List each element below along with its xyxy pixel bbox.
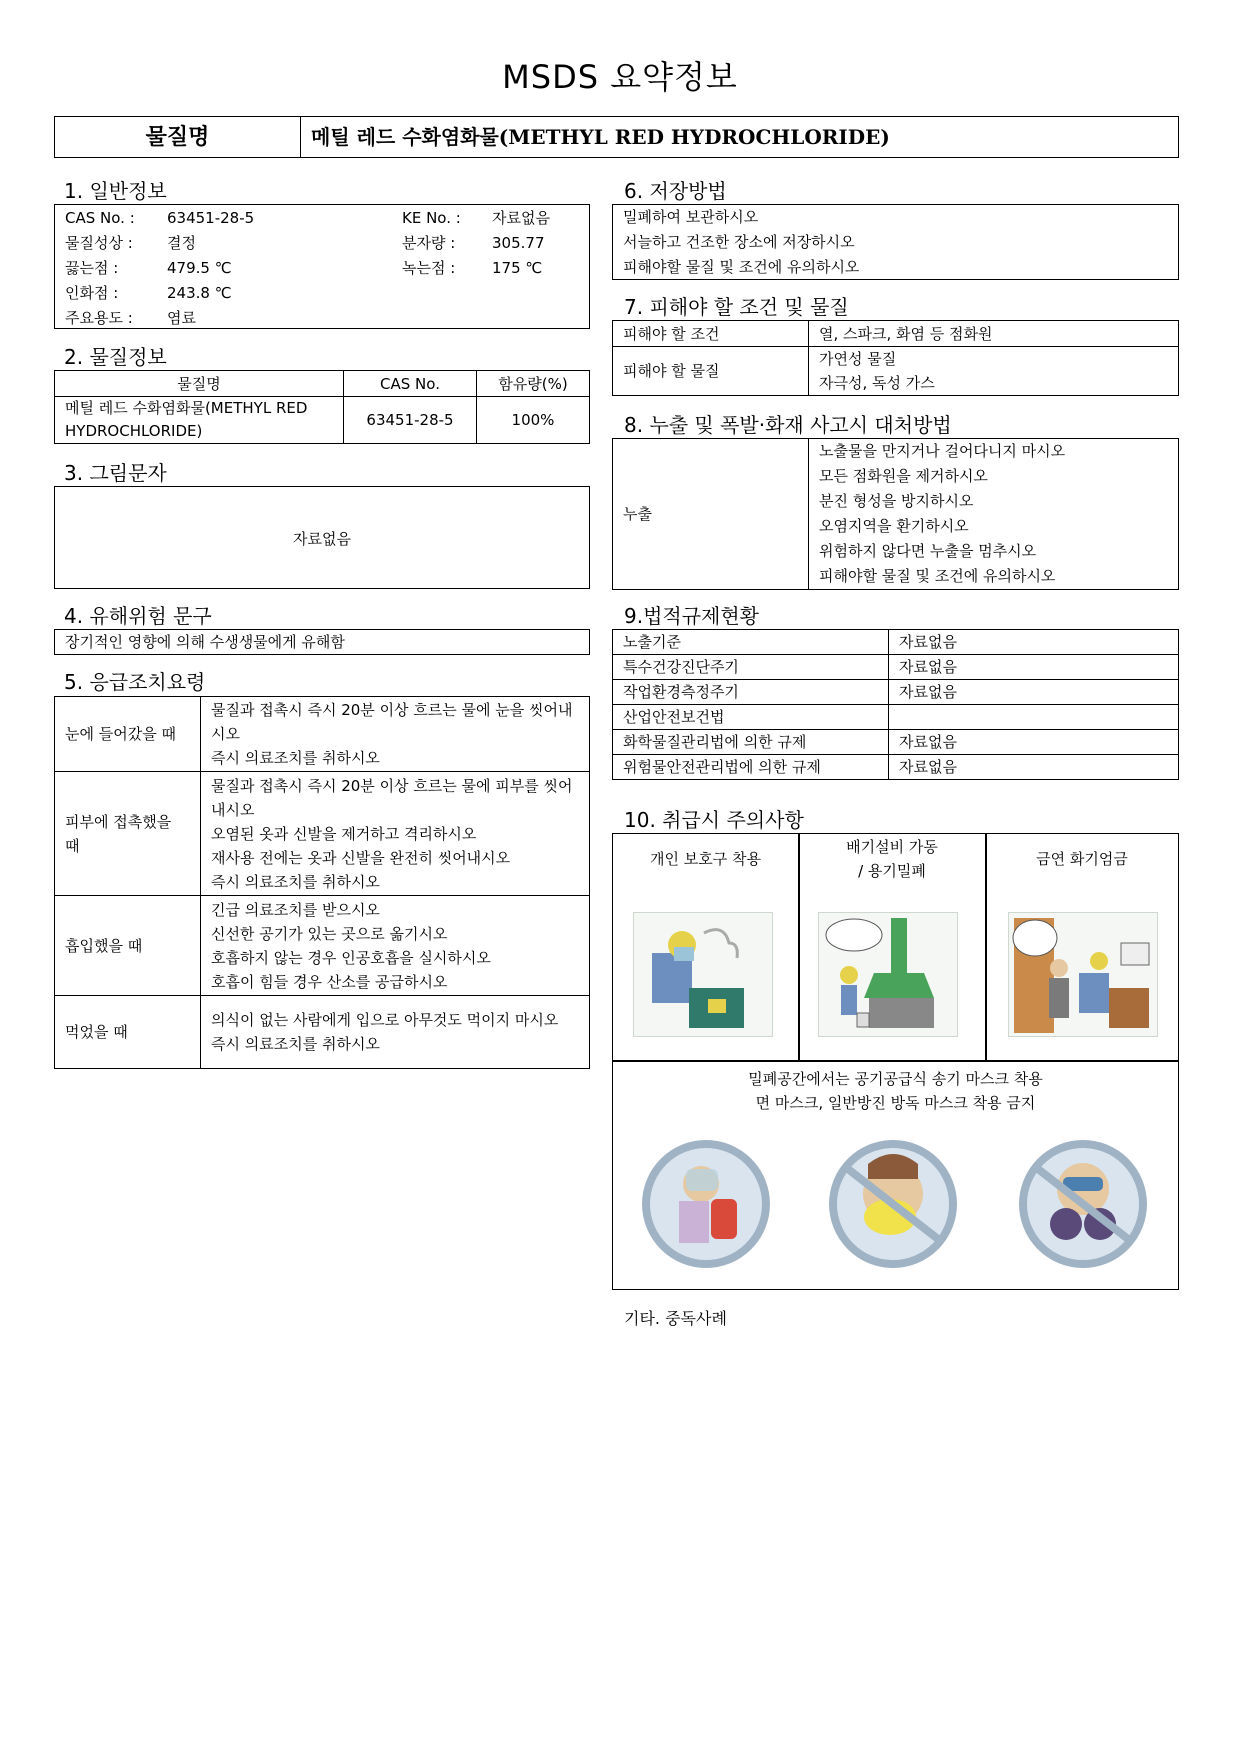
legal-table — [612, 629, 1179, 780]
use-value: 염료 — [167, 308, 196, 327]
hazard-box — [54, 629, 590, 655]
first-aid-skin-line-1: 물질과 접촉시 즉시 20분 이상 흐르는 물에 피부를 씻어내시오 — [211, 776, 573, 819]
legal-row-4-label: 산업안전보건법 — [613, 705, 889, 730]
no-smoking-illustration — [1008, 912, 1158, 1037]
hazard-text: 장기적인 영향에 의해 수생생물에게 유해함 — [65, 633, 345, 651]
col-header-name: 물질명 — [55, 371, 344, 397]
cas-label: CAS No. : — [65, 208, 135, 227]
leak-label: 누출 — [613, 439, 809, 590]
legal-row-5-value: 자료없음 — [889, 730, 1179, 755]
first-aid-label-inhale: 흡입했을 때 — [55, 896, 201, 996]
section-2-title: 2. 물질정보 — [64, 345, 167, 369]
section-10-title: 10. 취급시 주의사항 — [624, 808, 804, 832]
cas-value: 63451-28-5 — [167, 208, 255, 227]
general-info-box — [54, 204, 590, 329]
substance-label: 물질명 — [55, 117, 301, 158]
first-aid-inhale-line-2: 신선한 공기가 있는 곳으로 옮기시오 — [211, 924, 448, 943]
leak-line-1: 노출물을 만지거나 걸어다니지 마시오 — [819, 442, 1066, 460]
handling-box — [612, 833, 1179, 1290]
gas-mask-prohibited-icon — [1018, 1139, 1148, 1269]
legal-row-4-value — [889, 705, 1179, 730]
avoid-cond-value: 열, 스파크, 화염 등 점화원 — [809, 321, 1179, 347]
handling-note-line-2: 면 마스크, 일반방진 방독 마스크 착용 금지 — [755, 1094, 1036, 1112]
pictogram-box — [54, 486, 590, 589]
state-label: 물질성상 : — [65, 233, 133, 252]
col-header-content: 함유량(%) — [477, 371, 590, 397]
leak-line-6: 피해야할 물질 및 조건에 유의하시오 — [819, 567, 1056, 585]
storage-box — [612, 204, 1179, 280]
state-value: 결정 — [167, 233, 196, 252]
section-8-title: 8. 누출 및 폭발·화재 사고시 대처방법 — [624, 413, 952, 437]
first-aid-eye-line-1: 물질과 접촉시 즉시 20분 이상 흐르는 물에 눈을 씻어내시오 — [211, 701, 573, 743]
handling-col-2-line-1: 배기설비 가동 — [846, 838, 938, 856]
section-1-title: 1. 일반정보 — [64, 179, 167, 203]
storage-line-3: 피해야할 물질 및 조건에 유의하시오 — [623, 258, 860, 276]
footer-note: 기타. 중독사례 — [624, 1309, 727, 1328]
section-7-title: 7. 피해야 할 조건 및 물질 — [624, 295, 849, 319]
row-name: 메틸 레드 수화염화물(METHYL RED HYDROCHLORIDE) — [55, 397, 344, 444]
section-5-title: 5. 응급조치요령 — [64, 670, 206, 694]
first-aid-ingest-line-2: 즉시 의료조치를 취하시오 — [211, 1035, 380, 1053]
leak-line-3: 분진 형성을 방지하시오 — [819, 492, 974, 510]
leak-line-2: 모든 점화원을 제거하시오 — [819, 467, 988, 485]
legal-row-3-value: 자료없음 — [889, 680, 1179, 705]
leak-table — [612, 438, 1179, 590]
first-aid-inhale-line-1: 긴급 의료조치를 받으시오 — [211, 900, 380, 919]
leak-line-5: 위험하지 않다면 누출을 멈추시오 — [819, 542, 1037, 560]
bp-value: 479.5 ℃ — [167, 258, 232, 277]
legal-row-2-value: 자료없음 — [889, 655, 1179, 680]
handling-col-1: 개인 보호구 착용 — [650, 850, 761, 868]
section-4-title: 4. 유해위험 문구 — [64, 604, 212, 628]
fp-value: 243.8 ℃ — [167, 283, 232, 302]
avoid-cond-label: 피해야 할 조건 — [613, 321, 809, 347]
first-aid-table — [54, 696, 590, 1069]
storage-line-1: 밀폐하여 보관하시오 — [623, 208, 759, 226]
first-aid-skin-line-4: 즉시 의료조치를 취하시오 — [211, 872, 380, 891]
legal-row-1-label: 노출기준 — [613, 630, 889, 655]
first-aid-label-ingest: 먹었을 때 — [55, 996, 201, 1069]
substance-bar — [54, 116, 1179, 158]
fp-label: 인화점 : — [65, 283, 119, 302]
handling-note-line-1: 밀폐공간에서는 공기공급식 송기 마스크 착용 — [748, 1070, 1043, 1088]
section-3-title: 3. 그림문자 — [64, 461, 167, 485]
row-content: 100% — [477, 397, 590, 444]
first-aid-eye-line-2: 즉시 의료조치를 취하시오 — [211, 749, 380, 767]
exhaust-illustration — [818, 912, 958, 1037]
first-aid-skin-line-3: 재사용 전에는 옷과 신발을 완전히 씻어내시오 — [211, 848, 511, 867]
cotton-mask-prohibited-icon — [828, 1139, 958, 1269]
legal-row-3-label: 작업환경측정주기 — [613, 680, 889, 705]
section-6-title: 6. 저장방법 — [624, 179, 727, 203]
protective-gear-illustration — [633, 912, 773, 1037]
ke-label: KE No. : — [402, 208, 461, 227]
avoid-mat-line-2: 자극성, 독성 가스 — [819, 374, 935, 392]
page-title: MSDS 요약정보 — [502, 58, 738, 96]
avoid-table — [612, 320, 1179, 396]
mp-value: 175 ℃ — [492, 258, 543, 277]
mw-label: 분자량 : — [402, 233, 456, 252]
first-aid-label-eye: 눈에 들어갔을 때 — [55, 697, 201, 772]
storage-line-2: 서늘하고 건조한 장소에 저장하시오 — [623, 233, 855, 251]
legal-row-6-value: 자료없음 — [889, 755, 1179, 780]
substance-name: 메틸 레드 수화염화물(METHYL RED HYDROCHLORIDE) — [301, 117, 1179, 158]
supplied-air-mask-icon — [641, 1139, 771, 1269]
section-9-title: 9.법적규제현황 — [624, 604, 760, 628]
col-header-cas: CAS No. — [344, 371, 477, 397]
legal-row-1-value: 자료없음 — [889, 630, 1179, 655]
mw-value: 305.77 — [492, 233, 545, 252]
first-aid-inhale-line-4: 호흡이 힘들 경우 산소를 공급하시오 — [211, 972, 448, 991]
handling-col-2-line-2: / 용기밀폐 — [858, 862, 926, 880]
substance-info-table — [54, 370, 590, 444]
use-label: 주요용도 : — [65, 308, 133, 327]
row-cas: 63451-28-5 — [344, 397, 477, 444]
avoid-mat-line-1: 가연성 물질 — [819, 350, 897, 368]
first-aid-ingest-line-1: 의식이 없는 사람에게 입으로 아무것도 먹이지 마시오 — [211, 1011, 559, 1029]
first-aid-label-skin: 피부에 접촉했을 때 — [55, 772, 201, 896]
leak-line-4: 오염지역을 환기하시오 — [819, 517, 969, 535]
legal-row-6-label: 위험물안전관리법에 의한 규제 — [613, 755, 889, 780]
first-aid-inhale-line-3: 호흡하지 않는 경우 인공호흡을 실시하시오 — [211, 948, 491, 967]
first-aid-skin-line-2: 오염된 옷과 신발을 제거하고 격리하시오 — [211, 824, 477, 843]
handling-col-3: 금연 화기엄금 — [1036, 850, 1128, 868]
bp-label: 끓는점 : — [65, 258, 119, 277]
pictogram-text: 자료없음 — [293, 530, 351, 548]
avoid-mat-label: 피해야 할 물질 — [613, 347, 809, 396]
ke-value: 자료없음 — [492, 208, 550, 227]
legal-row-5-label: 화학물질관리법에 의한 규제 — [613, 730, 889, 755]
mp-label: 녹는점 : — [402, 258, 456, 277]
legal-row-2-label: 특수건강진단주기 — [613, 655, 889, 680]
